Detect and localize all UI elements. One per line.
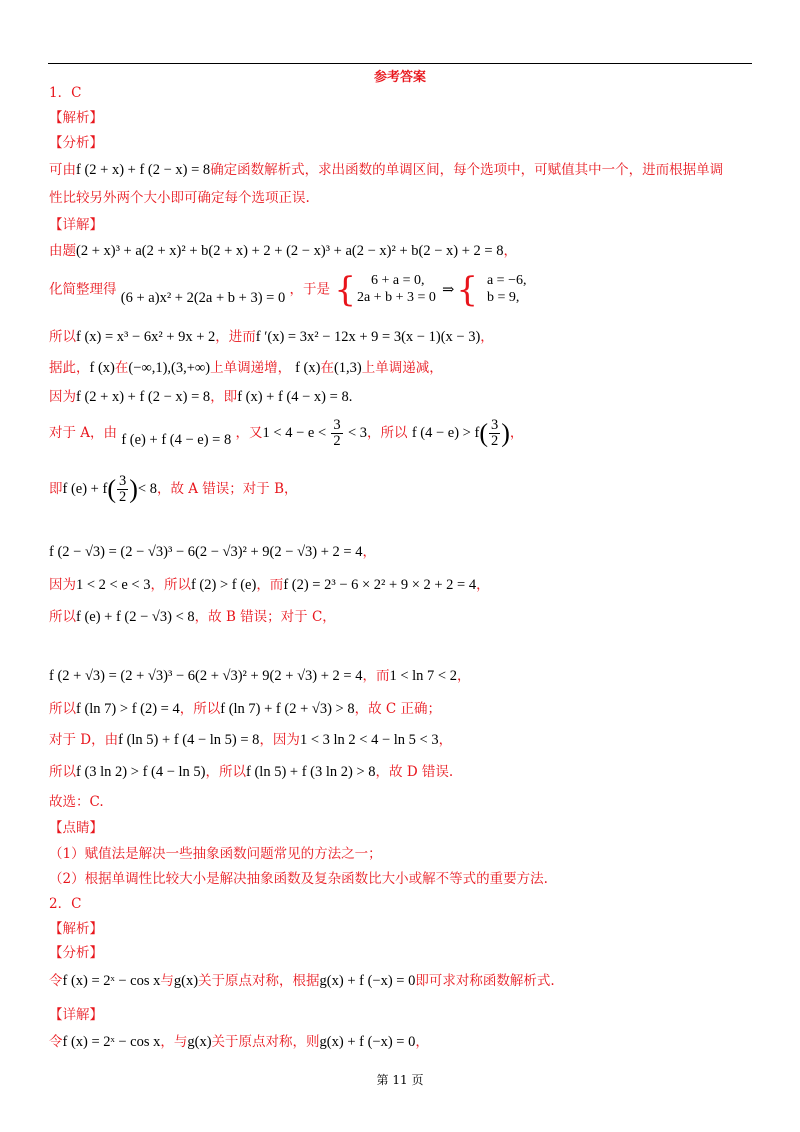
- q1-number: 1．C: [49, 85, 82, 101]
- q1-dianjing-heading: 【点睛】: [49, 820, 103, 836]
- q1-simplified-equation: (6 + a)x² + 2(2a + b + 3) = 0: [120, 289, 286, 306]
- q1-xiangjie-heading: 【详解】: [49, 217, 103, 233]
- q1-given-equation: (2 + x)³ + a(2 + x)² + b(2 + x) + 2 + (2 − x)³ + a(2 − x)² + b(2 − x) + 2 = 8: [76, 243, 504, 259]
- q1-fenxi-line1: 可由f (2 + x) + f (2 − x) = 8确定函数解析式，求出函数的单调区间，每个选项中，可赋值其中一个，进而根据单调: [49, 162, 724, 178]
- q1-line-monotonic: 据此，f (x)在(−∞,1),(3,+∞)上单调递增， f (x)在(1,3)上单调递减，: [49, 360, 443, 376]
- q2-xiangjie-heading: 【详解】: [49, 1007, 103, 1023]
- q1-fx-formula: f (x) = x³ − 6x² + 9x + 2: [76, 329, 216, 345]
- q1-line-option-b-compare: 因为1 < 2 < e < 3，所以f (2) > f (e)，而f (2) = 2³ − 6 × 2² + 9 × 2 + 2 = 4，: [49, 577, 490, 593]
- q1-system-1: 6 + a = 0, 2a + b + 3 = 0: [356, 273, 436, 305]
- q1-jiexi-heading: 【解析】: [49, 110, 103, 126]
- q1-line-option-d: 对于 D，由f (ln 5) + f (4 − ln 5) = 8，因为1 < 3 ln 2 < 4 − ln 5 < 3，: [49, 732, 453, 748]
- page-title: 参考答案: [373, 70, 426, 85]
- q1-line-option-b-conclusion: 所以f (e) + f (2 − √3) < 8，故 B 错误；对于 C，: [49, 609, 336, 625]
- q1-line-given: 由题(2 + x)³ + a(2 + x)² + b(2 + x) + 2 + (2 − x)³ + a(2 − x)² + b(2 − x) + 2 = 8，: [49, 243, 517, 259]
- q2-number: 2．C: [49, 896, 82, 912]
- q1-line-simplify: 化简整理得 (6 + a)x² + 2(2a + b + 3) = 0 ，于是 { 6 + a = 0, 2a + b + 3 = 0 ⇒{ a = −6, b = 9,: [49, 270, 527, 310]
- left-brace-1: {: [334, 270, 356, 310]
- q1-line-option-b-calc: f (2 − √3) = (2 − √3)³ − 6(2 − √3)² + 9(2 − √3) + 2 = 4，: [49, 544, 376, 560]
- page-number: 第 11 页: [376, 1073, 424, 1087]
- q1-derivative-formula: f ′(x) = 3x² − 12x + 9 = 3(x − 1)(x − 3): [255, 329, 481, 345]
- q1-line-option-c-conclusion: 所以f (ln 7) > f (2) = 4，所以f (ln 7) + f (2 + √3) > 8，故 C 正确；: [49, 701, 442, 717]
- fraction-three-halves: $\frac{3}{2}$: [333, 417, 341, 450]
- q1-line-option-a: 对于 A，由 f (e) + f (4 − e) = 8 ，又1 < 4 − e < $\frac{3}{2}$ < 3，所以 f (4 − e) > f( $\frac{3}{2}$ )，: [49, 417, 524, 450]
- q1-dianjing-point-2: （2）根据单调性比较大小是解决抽象函数及复杂函数比大小或解不等式的重要方法.: [49, 871, 548, 887]
- q1-system-2: a = −6, b = 9,: [486, 273, 527, 305]
- q2-xiangjie-line: 令f (x) = 2ˣ − cos x，与g(x)关于原点对称，则g(x) + f (−x) = 0，: [49, 1034, 429, 1050]
- q1-line-symmetry: 因为f (2 + x) + f (2 − x) = 8，即f (x) + f (4 − x) = 8.: [49, 389, 353, 405]
- q1-answer: 故选：C.: [49, 794, 104, 810]
- q1-line-fx: 所以f (x) = x³ − 6x² + 9x + 2，进而f ′(x) = 3x² − 12x + 9 = 3(x − 1)(x − 3)，: [49, 329, 494, 345]
- header-rule: [48, 63, 752, 64]
- q1-line-option-d-conclusion: 所以f (3 ln 2) > f (4 − ln 5)，所以f (ln 5) + f (3 ln 2) > 8，故 D 错误.: [49, 764, 454, 780]
- q1-line-option-a-conclusion: 即f (e) + f( $\frac{3}{2}$ )< 8，故 A 错误；对于 B，: [49, 473, 298, 506]
- q2-fenxi-heading: 【分析】: [49, 945, 103, 961]
- implies-arrow: ⇒: [442, 281, 455, 298]
- q1-fenxi-line2: 性比较另外两个大小即可确定每个选项正误.: [49, 190, 310, 206]
- q2-jiexi-heading: 【解析】: [49, 921, 103, 937]
- left-brace-2: {: [456, 270, 478, 310]
- q1-dianjing-point-1: （1）赋值法是解决一些抽象函数问题常见的方法之一；: [49, 846, 382, 862]
- q1-line-option-c-calc: f (2 + √3) = (2 + √3)³ − 6(2 + √3)² + 9(2 + √3) + 2 = 4，而1 < ln 7 < 2，: [49, 668, 471, 684]
- q2-fenxi-line: 令f (x) = 2ˣ − cos x与g(x)关于原点对称，根据g(x) + f (−x) = 0即可求对称函数解析式.: [49, 973, 555, 989]
- q1-fenxi-equation: f (2 + x) + f (2 − x) = 8: [76, 162, 211, 178]
- q1-fenxi-heading: 【分析】: [49, 135, 103, 151]
